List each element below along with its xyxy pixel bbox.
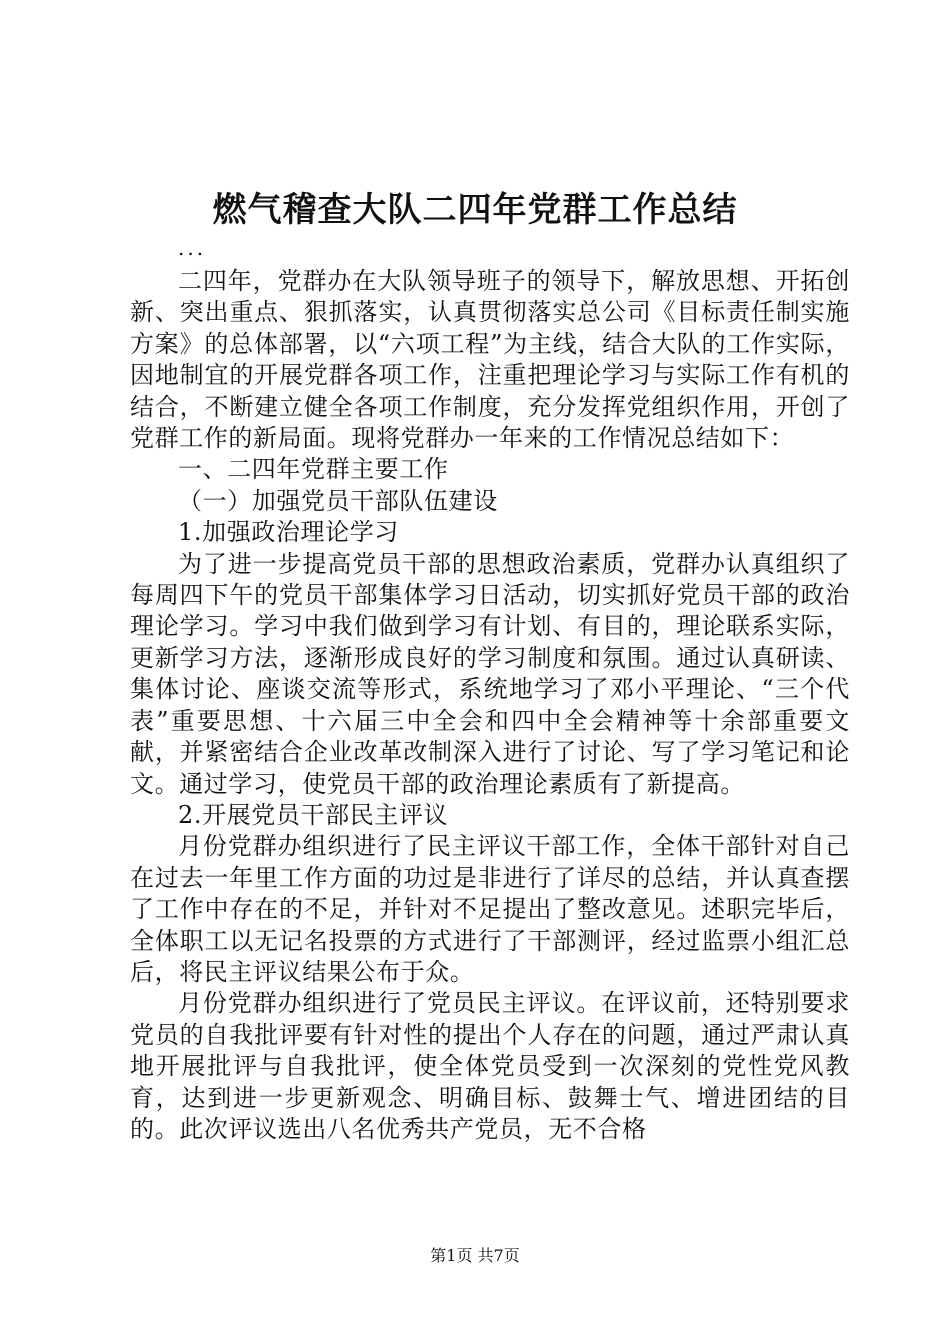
item-heading-2: 2.开展党员干部民主评议 xyxy=(178,800,449,829)
page-footer: 第1页 共7页 xyxy=(430,1246,520,1265)
item-heading-1: 1.加强政治理论学习 xyxy=(178,518,399,547)
document-title: 燃气稽查大队二四年党群工作总结 xyxy=(212,190,738,230)
cadre-review-paragraph: 月份党群办组织进行了民主评议干部工作，全体干部针对自己在过去一年里工作方面的功过是非进行了详尽的总结，并认真查摆了工作中存在的不足，并针对不足提出了整改意见。述职完毕后，全体职工以无记名投票的方式进行了干部测评，经过监票小组汇总后，将民主评议结果公布于众。 xyxy=(130,832,850,986)
section-heading: 一、二四年党群主要工作 xyxy=(178,455,449,484)
document-body xyxy=(130,266,850,1145)
member-review-paragraph: 月份党群办组织进行了党员民主评议。在评议前，还特别要求党员的自我批评要有针对性的提出个人存在的问题，通过严肃认真地开展批评与自我批评，使全体党员受到一次深刻的党性党风教育，达到进一步更新观念、明确目标、鼓舞士气、增进团结的目的。此次评议选出八名优秀共产党员，无不合格 xyxy=(130,989,850,1143)
ellipsis-mark: ... xyxy=(178,236,207,260)
study-paragraph: 为了进一步提高党员干部的思想政治素质，党群办认真组织了每周四下午的党员干部集体学习日活动，切实抓好党员干部的政治理论学习。学习中我们做到学习有计划、有目的，理论联系实际，更新学习方法，逐渐形成良好的学习制度和氛围。通过认真研读、集体讨论、座谈交流等形式，系统地学习了邓小平理论、“三个代表”重要思想、十六届三中全会和四中全会精神等十余部重要文献，并紧密结合企业改革改制深入进行了讨论、写了学习笔记和论文。通过学习，使党员干部的政治理论素质有了新提高。 xyxy=(130,549,850,798)
intro-paragraph: 二四年，党群办在大队领导班子的领导下，解放思想、开拓创新、突出重点、狠抓落实，认真贯彻落实总公司《目标责任制实施方案》的总体部署，以“六项工程”为主线，结合大队的工作实际，因地制宜的开展党群各项工作，注重把理论学习与实际工作有机的结合，不断建立健全各项工作制度，充分发挥党组织作用，开创了党群工作的新局面。现将党群办一年来的工作情况总结如下： xyxy=(130,267,850,453)
subsection-heading: （一）加强党员干部队伍建设 xyxy=(178,486,498,515)
